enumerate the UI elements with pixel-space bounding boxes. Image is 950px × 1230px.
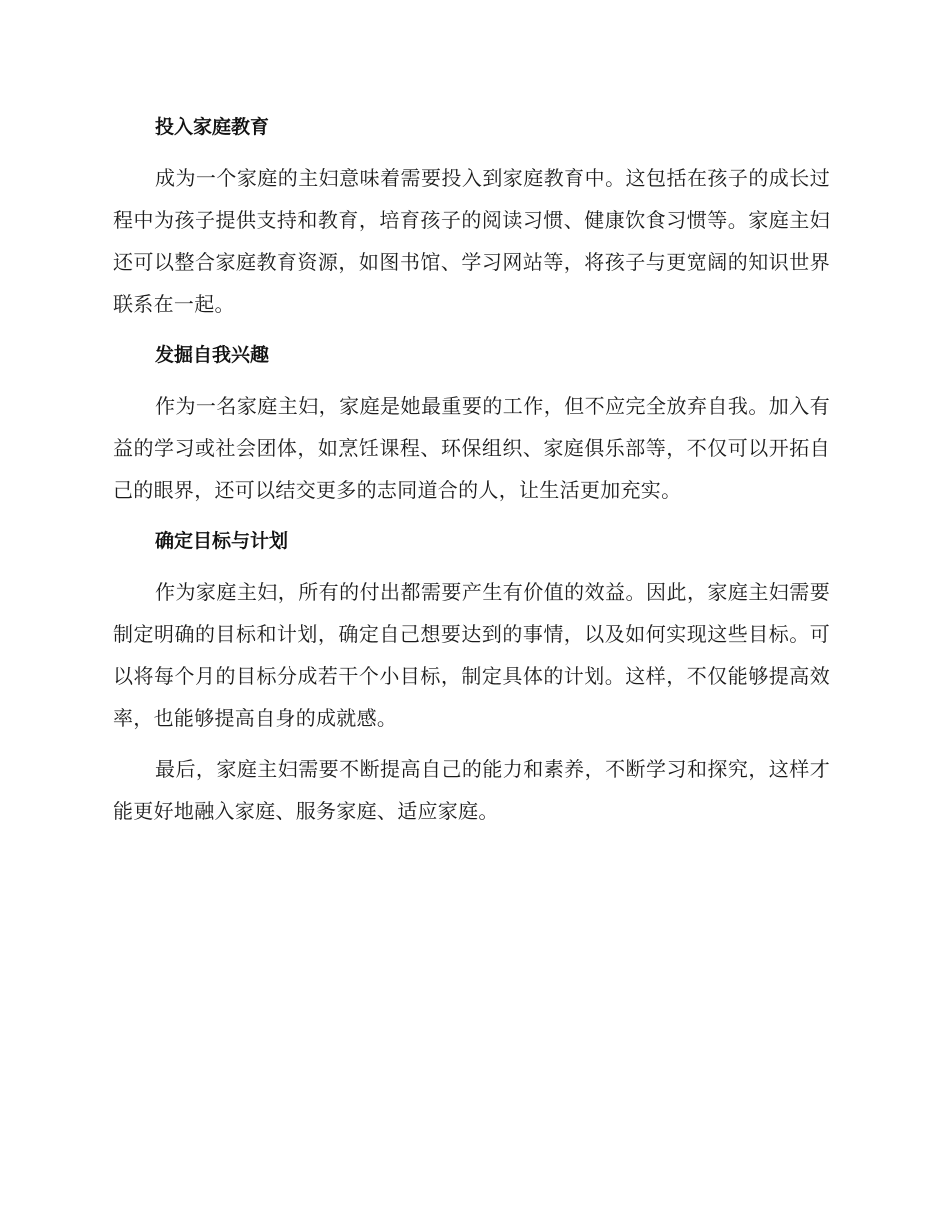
document-body bbox=[113, 106, 830, 841]
section-paragraph-education: 成为一个家庭的主妇意味着需要投入到家庭教育中。这包括在孩子的成长过程中为孩子提供支持和教育，培育孩子的阅读习惯、健康饮食习惯等。家庭主妇还可以整合家庭教育资源，如图书馆、学习网站等，将孩子与更宽阔的知识世界联系在一起。 bbox=[113, 166, 830, 316]
section-paragraph-goals: 作为家庭主妇，所有的付出都需要产生有价值的效益。因此，家庭主妇需要制定明确的目标和计划，确定自己想要达到的事情，以及如何实现这些目标。可以将每个月的目标分成若干个小目标，制定具体的计划。这样，不仅能够提高效率，也能够提高自身的成就感。 bbox=[113, 580, 830, 730]
section-heading-interests: 发掘自我兴趣 bbox=[155, 344, 270, 366]
section-heading-goals: 确定目标与计划 bbox=[155, 530, 289, 552]
section-heading-education: 投入家庭教育 bbox=[155, 116, 270, 138]
section-paragraph-interests: 作为一名家庭主妇，家庭是她最重要的工作，但不应完全放弃自我。加入有益的学习或社会团体，如烹饪课程、环保组织、家庭俱乐部等，不仅可以开拓自己的眼界，还可以结交更多的志同道合的人，让生活更加充实。 bbox=[113, 394, 830, 502]
conclusion-paragraph: 最后，家庭主妇需要不断提高自己的能力和素养，不断学习和探究，这样才能更好地融入家庭、服务家庭、适应家庭。 bbox=[113, 757, 830, 823]
